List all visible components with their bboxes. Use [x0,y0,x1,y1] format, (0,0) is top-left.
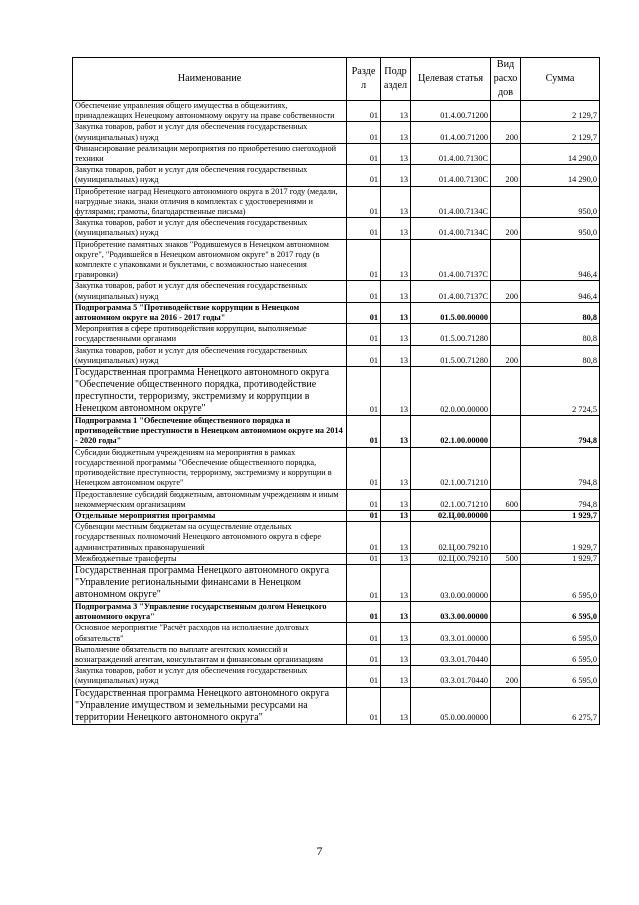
cell-sum: 6 595,0 [521,623,600,644]
cell-section: 01 [347,324,381,345]
cell-section: 01 [347,345,381,366]
cell-subsection: 13 [381,522,411,554]
cell-sum: 80,8 [521,345,600,366]
cell-subsection: 13 [381,186,411,218]
table-row [73,218,600,239]
cell-target: 01.5.00.71280 [411,345,491,366]
cell-section: 01 [347,644,381,665]
cell-sum: 2 724,5 [521,367,600,416]
cell-section: 01 [347,564,381,601]
table-row [73,324,600,345]
cell-target: 01.4.00.7137С [411,239,491,281]
cell-sum: 6 595,0 [521,601,600,622]
cell-sum: 794,8 [521,447,600,489]
cell-section: 01 [347,416,381,448]
cell-exp-type [491,564,521,601]
cell-exp-type [491,239,521,281]
page-number: 7 [316,844,323,858]
cell-name: Выполнение обязательств по выплате агентских комиссий и вознаграждений агентам, консультантам и финансовым организациям [73,644,347,665]
cell-name: Закупка товаров, работ и услуг для обеспечения государственных (муниципальных) нужд [73,666,347,687]
cell-name: Субсидии бюджетным учреждениям на мероприятия в рамках государственной программы "Обеспечение общественного порядка, противодействие преступности, терроризму, экстремизму и коррупции в Ненецком автономном округе" [73,447,347,489]
table-row [73,447,600,489]
cell-sum: 2 129,7 [521,122,600,143]
table-row [73,666,600,687]
cell-subsection: 13 [381,239,411,281]
cell-exp-type [491,143,521,164]
cell-section: 01 [347,281,381,302]
cell-subsection: 13 [381,345,411,366]
cell-target: 03.3.01.70440 [411,666,491,687]
cell-name: Приобретение наград Ненецкого автономного округа в 2017 году (медали, нагрудные знаки, знаки отличия в комплектах с удостоверениями и футлярами; грамоты, благодарственные письма) [73,186,347,218]
cell-exp-type: 200 [491,666,521,687]
cell-sum: 950,0 [521,186,600,218]
cell-subsection: 13 [381,281,411,302]
cell-section: 01 [347,522,381,554]
cell-sum: 946,4 [521,281,600,302]
cell-exp-type: 600 [491,489,521,510]
table-row [73,302,600,323]
cell-name: Мероприятия в сфере противодействия коррупции, выполняемые государственными органами [73,324,347,345]
cell-target: 03.0.00.00000 [411,564,491,601]
table-row [73,687,600,724]
cell-name: Основное мероприятие "Расчёт расходов на исполнение долговых обязательств" [73,623,347,644]
cell-sum: 950,0 [521,218,600,239]
cell-sum: 6 275,7 [521,687,600,724]
cell-sum: 1 929,7 [521,522,600,554]
cell-subsection: 13 [381,447,411,489]
cell-exp-type [491,186,521,218]
header-subsection: Подр аздел [381,58,411,101]
cell-subsection: 13 [381,122,411,143]
table-row [73,239,600,281]
cell-subsection: 13 [381,302,411,323]
cell-target: 01.4.00.71200 [411,101,491,122]
cell-subsection: 13 [381,324,411,345]
cell-subsection: 13 [381,687,411,724]
header-section: Разде л [347,58,381,101]
cell-subsection: 13 [381,553,411,564]
cell-target: 03.3.01.70440 [411,644,491,665]
cell-exp-type [491,522,521,554]
cell-name: Закупка товаров, работ и услуг для обеспечения государственных (муниципальных) нужд [73,281,347,302]
cell-section: 01 [347,143,381,164]
cell-subsection: 13 [381,601,411,622]
cell-section: 01 [347,687,381,724]
cell-sum: 946,4 [521,239,600,281]
table-row [73,564,600,601]
cell-exp-type: 200 [491,345,521,366]
cell-exp-type [491,447,521,489]
cell-subsection: 13 [381,564,411,601]
cell-sum: 14 290,0 [521,143,600,164]
cell-subsection: 13 [381,367,411,416]
cell-subsection: 13 [381,416,411,448]
cell-exp-type: 500 [491,553,521,564]
cell-section: 01 [347,186,381,218]
table-row [73,489,600,510]
cell-exp-type: 200 [491,281,521,302]
cell-target: 02.0.00.00000 [411,367,491,416]
header-target: Целевая статья [411,58,491,101]
table-row [73,101,600,122]
cell-sum: 1 929,7 [521,553,600,564]
cell-name: Закупка товаров, работ и услуг для обеспечения государственных (муниципальных) нужд [73,218,347,239]
cell-subsection: 13 [381,218,411,239]
cell-exp-type [491,302,521,323]
cell-section: 01 [347,165,381,186]
cell-target: 01.4.00.7137С [411,281,491,302]
cell-name: Государственная программа Ненецкого автономного округа "Управление имуществом и земельными ресурсами на территории Ненецкого автономного округа" [73,687,347,724]
cell-sum: 1 929,7 [521,510,600,521]
cell-target: 02.1.00.71210 [411,447,491,489]
cell-exp-type [491,644,521,665]
header-exp-type: Вид расхо дов [491,58,521,101]
cell-name: Подпрограмма 3 "Управление государственным долгом Ненецкого автономного округа" [73,601,347,622]
cell-exp-type [491,687,521,724]
cell-name: Обеспечение управления общего имущества в общежитиях, принадлежащих Ненецкому автономному округу на праве собственности [73,101,347,122]
cell-section: 01 [347,666,381,687]
cell-target: 01.4.00.7134С [411,186,491,218]
cell-name: Финансирование реализации мероприятия по приобретению снегоходной техники [73,143,347,164]
cell-section: 01 [347,239,381,281]
cell-name: Субвенции местным бюджетам на осуществление отдельных государственных полномочий Ненецкого автономного округа в сфере административных правонарушений [73,522,347,554]
table-row [73,281,600,302]
cell-sum: 80,8 [521,302,600,323]
table-row [73,165,600,186]
cell-name: Закупка товаров, работ и услуг для обеспечения государственных (муниципальных) нужд [73,345,347,366]
table-row [73,601,600,622]
table-row [73,122,600,143]
cell-name: Подпрограмма 1 "Обеспечение общественного порядка и противодействие преступности в Ненецком автономном округе на 2014 - 2020 годы" [73,416,347,448]
cell-target: 01.5.00.71280 [411,324,491,345]
cell-section: 01 [347,122,381,143]
cell-sum: 6 595,0 [521,644,600,665]
cell-sum: 794,8 [521,416,600,448]
cell-name: Государственная программа Ненецкого автономного округа "Обеспечение общественного порядка, противодействие преступности, терроризму, экстремизму и коррупции в Ненецком автономном округе" [73,367,347,416]
cell-target: 02.1.00.00000 [411,416,491,448]
cell-section: 01 [347,601,381,622]
cell-sum: 6 595,0 [521,666,600,687]
cell-name: Закупка товаров, работ и услуг для обеспечения государственных (муниципальных) нужд [73,122,347,143]
table-row [73,345,600,366]
table-row [73,143,600,164]
cell-target: 01.4.00.7130С [411,143,491,164]
cell-name: Приобретение памятных знаков "Родившемуся в Ненецком автономном округе", "Родившейся в Ненецком автономном округе" в 2017 году (в комплекте с упаковками и буклетами, с возможностью нанесения гравировки) [73,239,347,281]
cell-section: 01 [347,447,381,489]
cell-section: 01 [347,623,381,644]
cell-exp-type [491,601,521,622]
cell-exp-type [491,101,521,122]
cell-name: Подпрограмма 5 "Противодействие коррупции в Ненецком автономном округе на 2016 - 2017 годы" [73,302,347,323]
table-header [73,58,600,101]
cell-exp-type [491,367,521,416]
table-row [73,623,600,644]
cell-target: 02.1.00.71210 [411,489,491,510]
cell-name: Отдельные мероприятия программы [73,510,347,521]
cell-subsection: 13 [381,666,411,687]
cell-name: Закупка товаров, работ и услуг для обеспечения государственных (муниципальных) нужд [73,165,347,186]
table-row [73,553,600,564]
header-name: Наименование [73,58,347,101]
cell-exp-type [491,324,521,345]
cell-target: 01.5.00.00000 [411,302,491,323]
cell-target: 03.3.01.00000 [411,623,491,644]
table-body [73,101,600,725]
cell-section: 01 [347,218,381,239]
cell-target: 01.4.00.7134С [411,218,491,239]
cell-section: 01 [347,510,381,521]
cell-sum: 80,8 [521,324,600,345]
cell-subsection: 13 [381,489,411,510]
cell-target: 05.0.00.00000 [411,687,491,724]
cell-section: 01 [347,302,381,323]
cell-target: 01.4.00.71200 [411,122,491,143]
table-row [73,644,600,665]
cell-subsection: 13 [381,623,411,644]
cell-section: 01 [347,553,381,564]
cell-name: Межбюджетные трансферты [73,553,347,564]
cell-name: Государственная программа Ненецкого автономного округа "Управление региональными финансами в Ненецком автономном округе" [73,564,347,601]
cell-sum: 794,8 [521,489,600,510]
cell-exp-type: 200 [491,165,521,186]
cell-target: 02.Ц.00.00000 [411,510,491,521]
table-row [73,186,600,218]
cell-exp-type [491,510,521,521]
cell-exp-type [491,416,521,448]
cell-exp-type: 200 [491,218,521,239]
header-sum: Сумма [521,58,600,101]
cell-target: 02.Ц.00.79210 [411,522,491,554]
cell-sum: 14 290,0 [521,165,600,186]
cell-section: 01 [347,489,381,510]
cell-subsection: 13 [381,644,411,665]
cell-subsection: 13 [381,101,411,122]
table-row [73,367,600,416]
cell-exp-type: 200 [491,122,521,143]
cell-subsection: 13 [381,510,411,521]
cell-name: Предоставление субсидий бюджетным, автономным учреждениям и иным некоммерческим организациям [73,489,347,510]
cell-exp-type [491,623,521,644]
cell-sum: 2 129,7 [521,101,600,122]
cell-sum: 6 595,0 [521,564,600,601]
budget-table [72,57,600,725]
cell-section: 01 [347,101,381,122]
cell-target: 03.3.00.00000 [411,601,491,622]
cell-target: 02.Ц.00.79210 [411,553,491,564]
cell-target: 01.4.00.7130С [411,165,491,186]
table-row [73,416,600,448]
cell-section: 01 [347,367,381,416]
cell-subsection: 13 [381,143,411,164]
cell-subsection: 13 [381,165,411,186]
table-row [73,522,600,554]
table-row [73,510,600,521]
